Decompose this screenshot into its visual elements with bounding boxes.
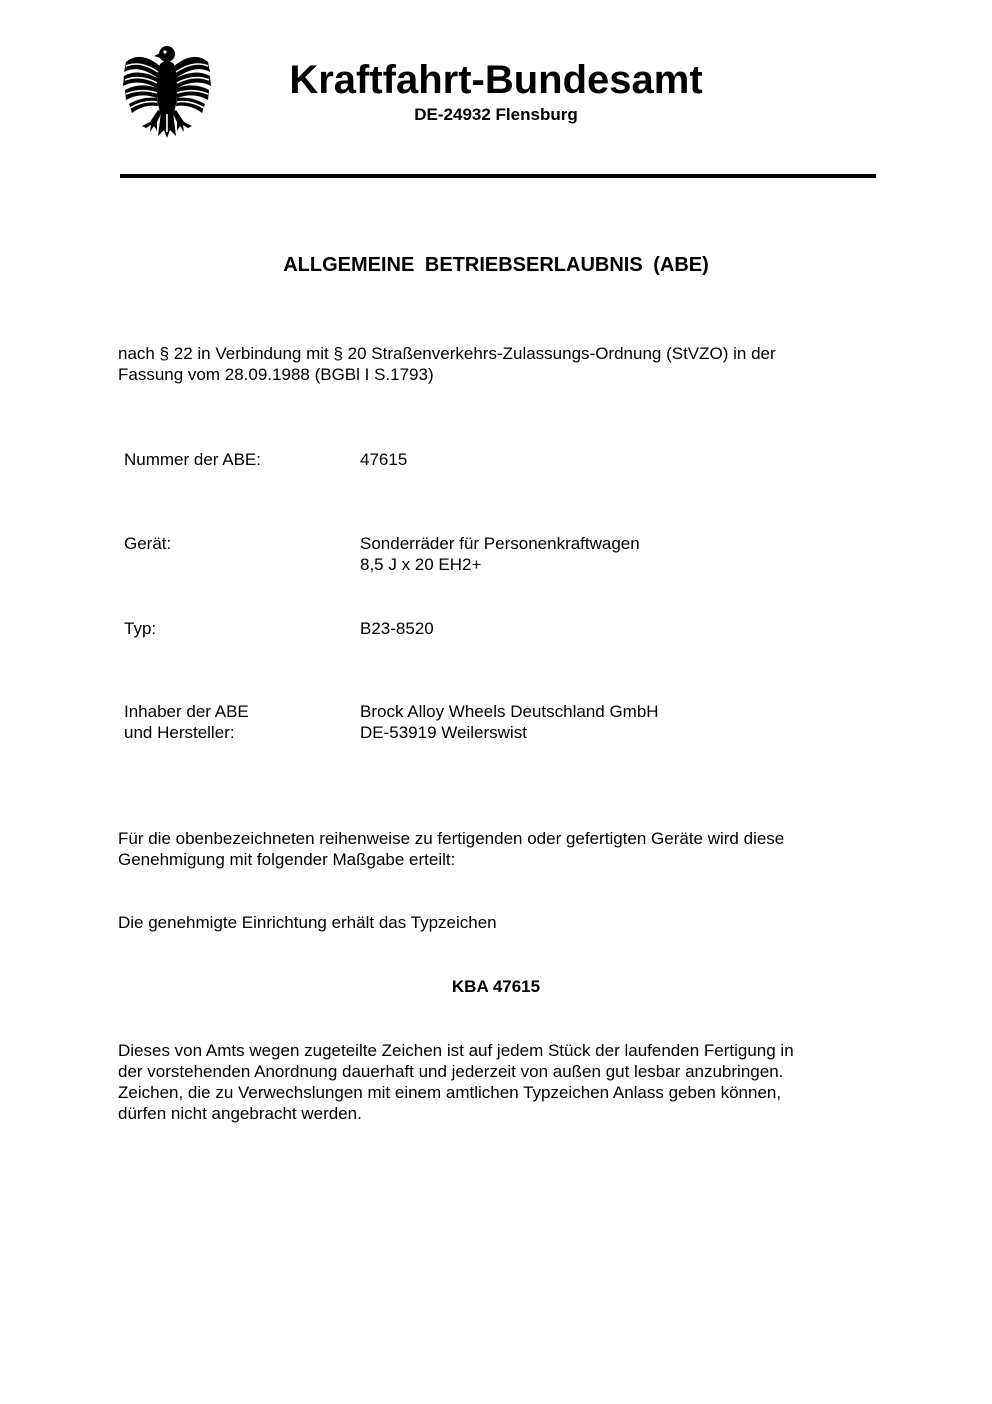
grant-line: Für die obenbezeichneten reihenweise zu fertigenden oder gefertigten Geräte wird diese xyxy=(118,829,785,848)
marking-rules-line: Dieses von Amts wegen zugeteilte Zeichen ist auf jedem Stück der laufenden Fertigung in xyxy=(118,1041,794,1060)
type-mark: KBA 47615 xyxy=(451,977,541,996)
holder-value-line: DE-53919 Weilerswist xyxy=(360,723,527,742)
type-mark-intro-line: Die genehmigte Einrichtung erhält das Typzeichen xyxy=(118,913,497,932)
type-label-line: Typ: xyxy=(124,619,157,638)
device-label-line: Gerät: xyxy=(124,534,172,553)
type-value xyxy=(360,618,860,639)
type-mark-intro xyxy=(118,912,878,933)
grant-line: Genehmigung mit folgender Maßgabe erteilt: xyxy=(118,850,456,869)
device-value xyxy=(360,533,860,575)
marking-rules-line: der vorstehenden Anordnung dauerhaft und jederzeit von außen gut lesbar anzubringen. xyxy=(118,1062,784,1081)
abe-number-value-line: 47615 xyxy=(360,450,408,469)
device-label xyxy=(124,533,344,554)
holder-value xyxy=(360,701,860,743)
holder-label-line: und Hersteller: xyxy=(124,723,235,742)
holder-label-line: Inhaber der ABE xyxy=(124,702,249,721)
marking-rules-line: dürfen nicht angebracht werden. xyxy=(118,1104,362,1123)
legal-basis-paragraph xyxy=(118,343,878,385)
holder-value-line: Brock Alloy Wheels Deutschland GmbH xyxy=(360,702,659,721)
marking-rules-paragraph xyxy=(118,1040,878,1124)
header-divider xyxy=(120,174,876,178)
abe-number-label-line: Nummer der ABE: xyxy=(124,450,261,469)
legal-basis-line: Fassung vom 28.09.1988 (BGBl I S.1793) xyxy=(118,365,434,384)
type-label xyxy=(124,618,344,639)
type-value-line: B23-8520 xyxy=(360,619,434,638)
grant-paragraph xyxy=(118,828,878,870)
document-title: ALLGEMEINE BETRIEBSERLAUBNIS (ABE) xyxy=(283,254,709,276)
holder-label xyxy=(124,701,344,743)
abe-number-value xyxy=(360,449,860,470)
abe-number-label xyxy=(124,449,344,470)
device-value-line: 8,5 J x 20 EH2+ xyxy=(360,555,482,574)
organization-address: DE-24932 Flensburg xyxy=(414,105,578,124)
marking-rules-line: Zeichen, die zu Verwechslungen mit einem amtlichen Typzeichen Anlass geben können, xyxy=(118,1083,782,1102)
device-value-line: Sonderräder für Personenkraftwagen xyxy=(360,534,640,553)
legal-basis-line: nach § 22 in Verbindung mit § 20 Straßenverkehrs-Zulassungs-Ordnung (StVZO) in der xyxy=(118,344,776,363)
organization-name: Kraftfahrt-Bundesamt xyxy=(289,58,703,102)
